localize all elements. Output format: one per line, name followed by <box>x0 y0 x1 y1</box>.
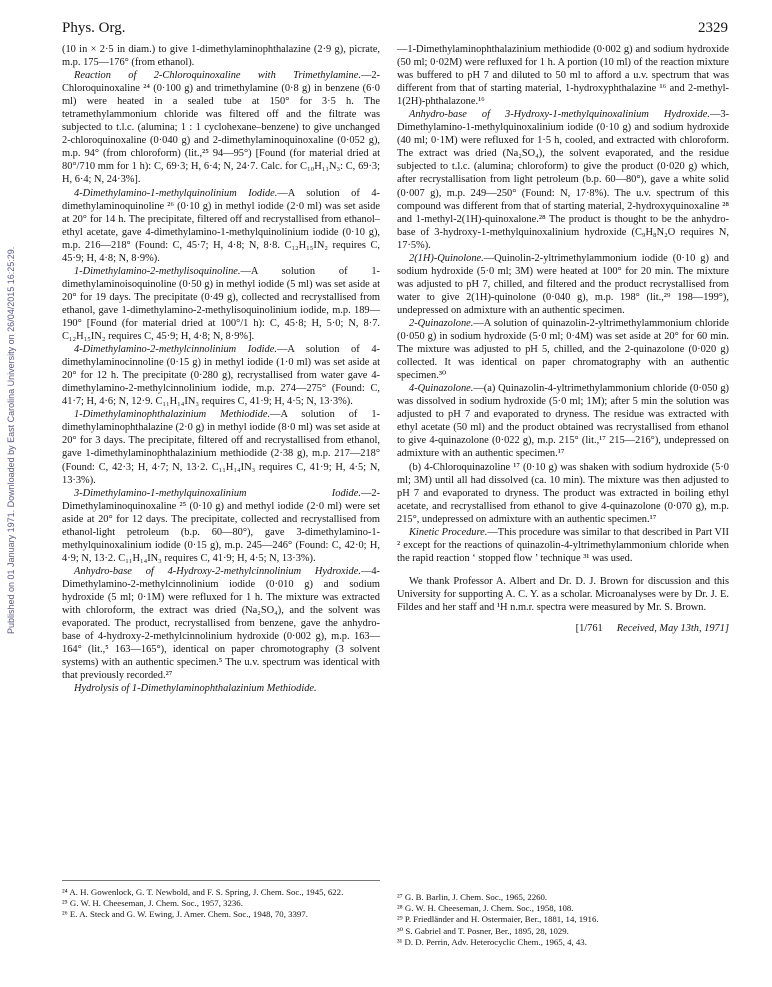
paragraph-text: —(a) Quinazolin-4-yltrimethylammonium chloride (0·050 g) was dissolved in sodium hydroxide (5·0 ml; 1M); after 5 min the solution was adjusted to pH 7 and evaporated to dryness. The residue was extracted with ethyl acetate (50 ml) and the product obtained was recrystallised from ethanol to give 4-quinazolone (0·022 g), m.p. 215° (lit.,¹⁷ 215—216°), undepressed on admixture with an authentic specimen.¹⁷ <box>397 383 729 460</box>
section-heading: Reaction of 2-Chloroquinoxaline with Trimethylamine. <box>74 70 361 82</box>
paragraph <box>62 487 380 565</box>
paragraph-text: —3-Dimethylamino-1-methylquinoxalinium iodide (0·10 g) and sodium hydroxide (40 ml; 0·1M) were refluxed for 1·5 h, cooled, and extracted with chloroform. The extract was dried (Na₂SO₄), the solvent evaporated, and the residue subjected to t.l.c. (alumina; chloroform) to give the product (0·020 g) which, after recrystallisation from light petroleum (b.p. 60—80°), gave a white solid (0·007 g), m.p. 249—250° (Found: N, 17·8%). The u.v. spectrum of this compound was different from that of starting material, 2-hydroxyquinoxaline ²⁸ and 1-methyl-2(1H)-quinoxalone.²⁸ The product is thought to be the anhydro-base of 3-hydroxy-1-methylquinoxalinium hydroxide (C₉H₈N₂O requires N, 17·5%). <box>397 109 729 251</box>
paragraph-text: —A solution of 1-dimethylaminophthalazine (2·0 g) in methyl iodide (8·0 ml) was set aside at 20° for 3 days. The precipitate, filtered off and recrystallised from ethanol, gave 1-dimethylaminophthalazinium methiodide (2·38 g), m.p. 217—218° (Found: C, 42·3; H, 4·7; N, 13·2. C₁₁H₁₄IN₃ requires C, 41·9; H, 4·5; N, 13·3%). <box>62 409 380 486</box>
section-heading: 2-Quinazolone. <box>409 317 474 329</box>
paragraph-text: —A solution of quinazolin-2-yltrimethylammonium chloride (0·050 g) in sodium hydroxide (5·0 ml; 0·4M) was set aside at 20° for 60 min. The mixture was adjusted to pH 5, chilled, and the 2-quinazolone (0·020 g) collected. It was identical on paper chromatography with an authentic specimen.³⁰ <box>397 317 729 382</box>
left-column <box>62 43 380 695</box>
footnote: ²⁵ G. W. H. Cheeseman, J. Chem. Soc., 1957, 3236. <box>62 898 243 909</box>
paragraph-text: —Quinolin-2-yltrimethylammonium iodide (0·10 g) and sodium hydroxide (5·0 ml; 3M) were heated at 100° for 20 min. The mixture was adjusted to pH 7, chilled, and filtered and the product recrystallised from water to give 2(1H)-quinolone (0·040 g), m.p. 198° (lit.,²⁹ 198—199°), undepressed on admixture with an authentic specimen. <box>397 252 729 316</box>
received-date <box>397 622 729 635</box>
paragraph-text: —A solution of 4-dimethylaminoquinoline ²⁶ (0·10 g) in methyl iodide (2·0 ml) was set aside at 20° for 14 h. The precipitate, filtered off and recrystallised from ethanol–ethyl acetate, gave 4-dimethylamino-1-methylquinolinium iodide (0·10 g), m.p. 216—218° (Found: C, 45·7; H, 4·8; N, 8·8. C₁₂H₁₅IN₂ requires C, 45·9; H, 4·8; N, 8·9%). <box>62 187 380 264</box>
running-header-journal: Phys. Org. <box>62 20 126 36</box>
footnote: ³¹ D. D. Perrin, Adv. Heterocyclic Chem., 1965, 4, 43. <box>397 936 587 947</box>
footnote: ²⁷ G. B. Barlin, J. Chem. Soc., 1965, 2260. <box>397 892 548 902</box>
section-heading: Kinetic Procedure. <box>409 526 488 538</box>
paragraph <box>397 382 729 460</box>
paragraph-text: —This procedure was similar to that described in Part VII ² except for the reactions of quinazolin-4-yltrimethylammonium chloride when the rapid reaction ‘ stopped flow ’ technique ³¹ was used. <box>397 526 729 564</box>
footnote: ²⁸ G. W. H. Cheeseman, J. Chem. Soc., 1958, 108. <box>397 903 574 914</box>
paragraph-text: —A solution of 1-dimethylaminoisoquinoline (0·50 g) in methyl iodide (5 ml) was set aside at 20° for 19 days. The precipitate (0·49 g), collected and recrystallised from ethanol, gave 1-dimethylamino-2-methylisoquinolinium iodide, m.p. 189—190° [Found (for material dried at 100°/1 h): C, 45·8; H, 5·0; N, 8·7. C₁₂H₁₅IN₂ requires C, 45·9; H, 4·8; N, 8·9%]. <box>62 265 380 343</box>
right-column <box>397 43 729 635</box>
right-footnotes <box>397 892 729 948</box>
section-heading: 4-Dimethylamino-1-methylquinolinium Iodide. <box>74 187 278 199</box>
paragraph-text: —4-Dimethylamino-2-methylcinnolinium iodide (0·010 g) and sodium hydroxide (5 ml; 0·1M) were refluxed for 1 h. The mixture was extracted with chloroform, the extract was dried (Na₂SO₄), and the solvent was evaporated. The product, recrystallised from benzene, gave the anhydro-base of 4-hydroxy-2-methylcinnolinium hydroxide (0·002 g), m.p. 163—164° (lit.,⁵ 163—165°), identical on paper chromotography (3 solvent systems) with an authentic specimen.⁵ The u.v. spectrum was identical with that previously recorded.²⁷ <box>62 565 380 682</box>
section-heading: 4-Dimethylamino-2-methylcinnolinium Iodide. <box>74 344 277 356</box>
footnote: ³⁰ S. Gabriel and T. Posner, Ber., 1895, 28, 1029. <box>397 925 569 936</box>
section-heading: 4-Quinazolone. <box>409 383 474 395</box>
manuscript-ref: [1/761 <box>575 623 603 635</box>
section-heading: 1-Dimethylamino-2-methylisoquinoline. <box>74 265 241 277</box>
footnote: ²⁹ P. Friedländer and H. Ostermaier, Ber., 1881, 14, 1916. <box>397 914 599 925</box>
received-text: Received, May 13th, 1971] <box>616 623 729 635</box>
section-heading: 1-Dimethylaminophthalazinium Methiodide. <box>74 409 271 421</box>
paragraph <box>62 187 380 265</box>
footnote: ²⁶ E. A. Steck and G. W. Ewing, J. Amer. Chem. Soc., 1948, 70, 3397. <box>62 909 308 920</box>
paragraph <box>62 69 380 186</box>
section-heading: Anhydro-base of 4-Hydroxy-2-methylcinnolinium Hydroxide. <box>74 565 361 577</box>
paragraph: We thank Professor A. Albert and Dr. D. J. Brown for discussion and this University for supporting A. C. Y. as a scholar. Microanalyses were by Dr. J. E. Fildes and her staff and ¹H n.m.r. spectra were measured by Mr. S. Brown. <box>397 575 729 613</box>
paragraph <box>397 252 729 317</box>
paragraph-text: —2-Dimethylaminoquinoxaline ²⁵ (0·10 g) and methyl iodide (2·0 ml) were set aside at 20° for 12 days. The precipitate, collected and recrystallised from ethanol-light petroleum (b.p. 60—80°), gave 3-dimethylamino-1-methylquinoxalinium iodide (0·15 g), m.p. 245—246° (Found: C, 42·0; H, 4·9; N, 13·2. C₁₁H₁₄IN₃ requires C, 41·9; H, 4·5; N, 13·3%). <box>62 487 380 564</box>
section-heading: 3-Dimethylamino-1-methylquinoxalinium Iodide. <box>74 487 361 499</box>
download-stamp: Published on 01 January 1971. Downloaded by East Carolina University on 26/04/2015 16:25:29. <box>6 246 16 634</box>
paragraph <box>397 108 729 252</box>
paragraph <box>62 343 380 408</box>
footnote: ²⁴ A. H. Gowenlock, G. T. Newbold, and F. S. Spring, J. Chem. Soc., 1945, 622. <box>62 887 344 897</box>
section-heading: Anhydro-base of 3-Hydroxy-1-methylquinoxalinium Hydroxide. <box>409 109 710 121</box>
paragraph <box>62 408 380 486</box>
paragraph: (10 in × 2·5 in diam.) to give 1-dimethylaminophthalazine (2·9 g), picrate, m.p. 175—176° (from ethanol). <box>62 44 380 69</box>
paragraph <box>62 265 380 343</box>
paragraph <box>62 565 380 682</box>
section-heading: Hydrolysis of 1-Dimethylaminophthalazinium Methiodide. <box>74 683 317 695</box>
paragraph: —1-Dimethylaminophthalazinium methiodide (0·002 g) and sodium hydroxide (50 ml; 0·02M) were refluxed for 1 h. A portion (10 ml) of the reaction mixture was buffered to pH 7 and diluted to 50 ml to afford a u.v. spectrum that was different from that of starting material, 1-hydroxyphthalazine ¹⁶ and 2-methyl-1(2H)-phthalazone.¹⁶ <box>397 44 729 108</box>
paragraph <box>397 526 729 565</box>
paragraph <box>62 682 380 695</box>
left-footnotes <box>62 880 380 921</box>
paragraph: (b) 4-Chloroquinazoline ¹⁷ (0·10 g) was shaken with sodium hydroxide (5·0 ml; 3M) until all had dissolved (ca. 10 min). The mixture was then adjusted to pH 7 and evaporated to dryness. The product was extracted in boiling ethyl acetate, and recrystallised from ethanol to give 4-quinazolone (0·070 g), m.p. 215°, undepressed on admixture with an authentic specimen.¹⁷ <box>397 461 729 525</box>
paragraph-text: —2-Chloroquinoxaline ²⁴ (0·100 g) and trimethylamine (0·8 g) in benzene (6·0 ml) were heated in a sealed tube at 150° for 3·5 h. The tetramethylammonium chloride was filtered off and the filtrate was subjected to t.l.c. (alumina; 1 : 1 cyclohexane–benzene) to give unchanged 2-chloroquinoxaline (0·040 g) and 2-dimethylaminoquinoxaline (0·052 g), m.p. 94° (from chloroform) (lit.,²⁵ 94—95°) [Found (for material dried at 80°/710 mm for 1 h): C, 69·3; H, 6·4; N, 24·7. Calc. for C₁₀H₁₁N₃: C, 69·3; H, 6·4; N, 24·3%]. <box>62 70 380 186</box>
section-heading: 2(1H)-Quinolone. <box>409 252 484 264</box>
page-number: 2329 <box>698 20 728 36</box>
paragraph-text: —A solution of 4-dimethylaminocinnoline (0·15 g) in methyl iodide (1·0 ml) was set aside at 20° for 12 h. The precipitate (0·280 g), recrystallised from water gave 4-dimethylamino-2-methylcinnolinium iodide, m.p. 274—275° (Found: C, 41·7; H, 4·6; N, 12·9. C₁₁H₁₄IN₃ requires C, 41·9; H, 4·5; N, 13·3%). <box>62 344 380 408</box>
paragraph <box>397 317 729 382</box>
